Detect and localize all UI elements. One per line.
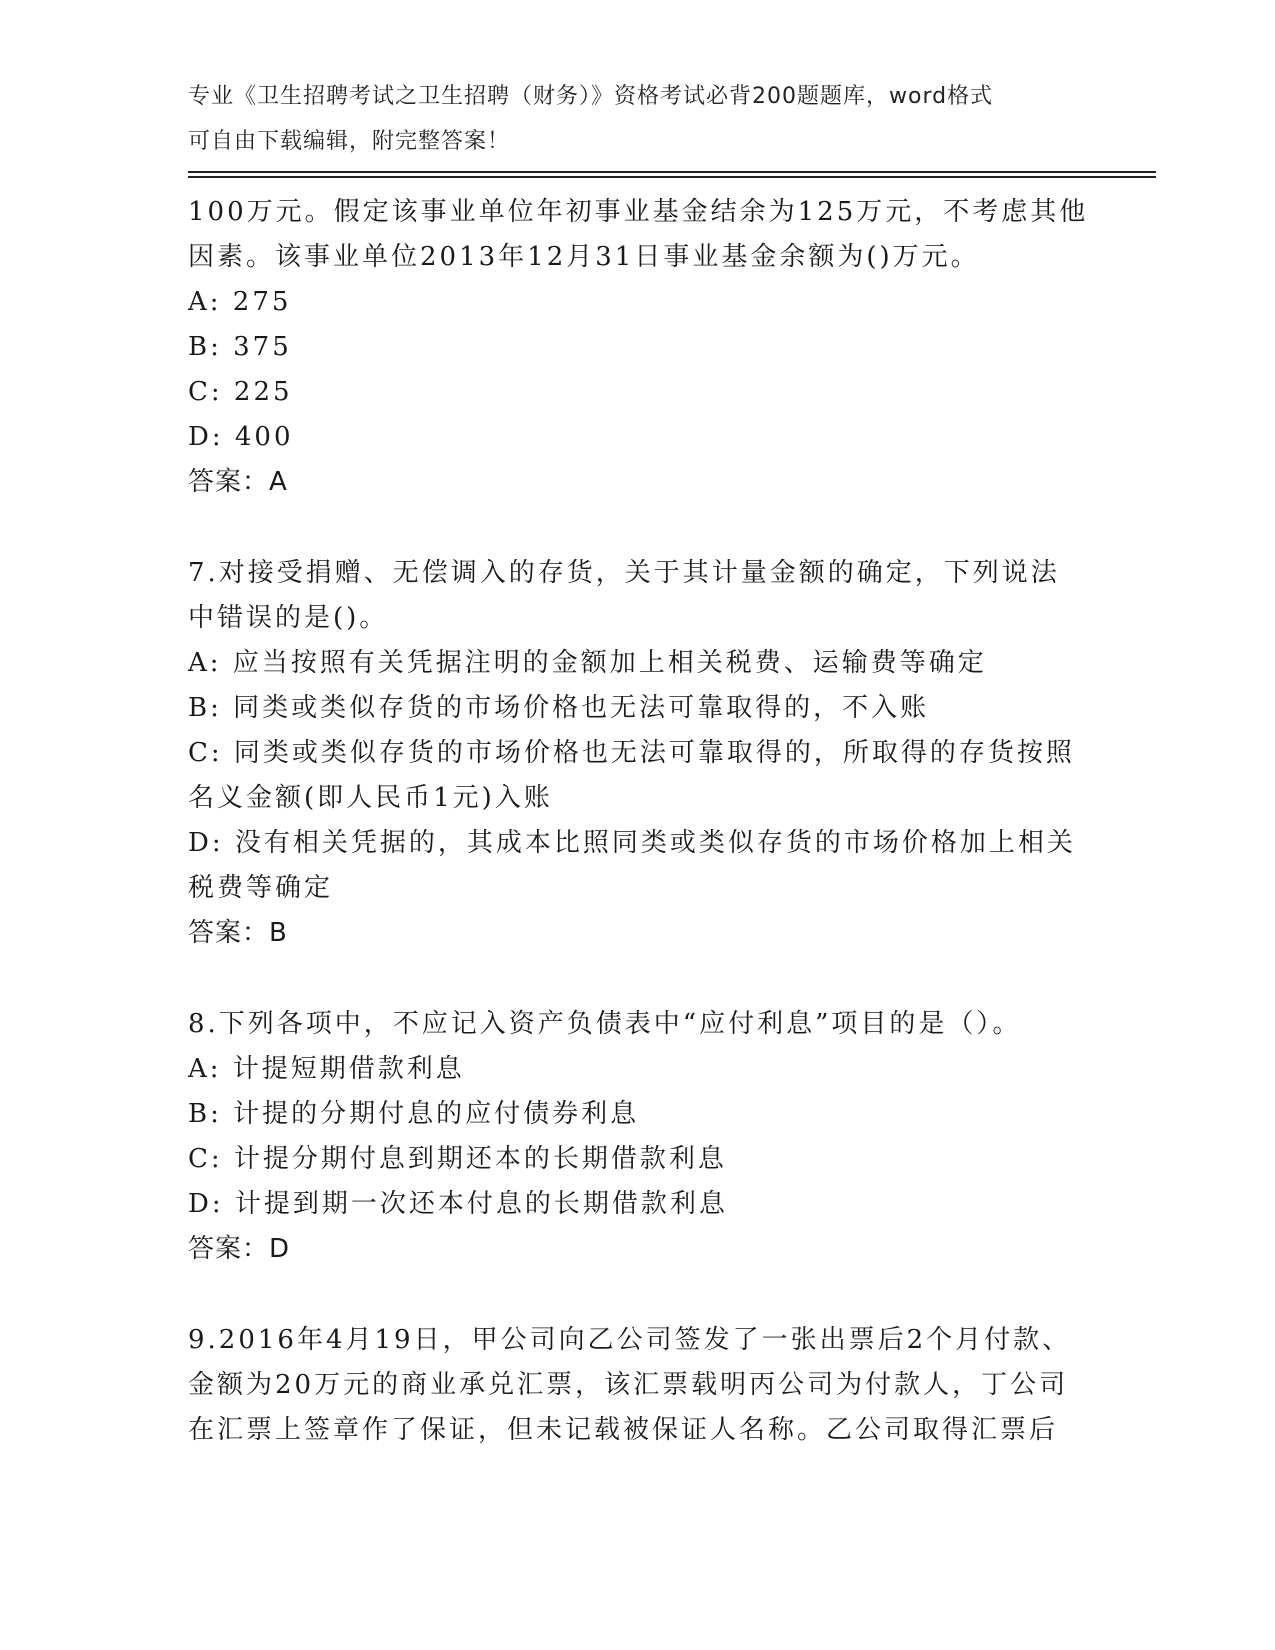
option-b: B: 375 [188,332,292,362]
option-d-continued: 税费等确定 [188,873,334,903]
question-stem-line: 9.2016年4月19日，甲公司向乙公司签发了一张出票后2个月付款、 [188,1325,1072,1355]
question-8 [188,1002,1088,1272]
option-b: B: 计提的分期付息的应付债券利息 [188,1099,640,1129]
question-6 [188,190,1088,505]
question-stem-line: 金额为20万元的商业承兑汇票，该汇票载明丙公司为付款人，丁公司 [188,1370,1069,1400]
option-b: B: 同类或类似存货的市场价格也无法可靠取得的，不入账 [188,693,930,723]
option-c-continued: 名义金额(即人民币1元)入账 [188,783,553,813]
option-d: D: 400 [188,422,294,452]
option-c: C: 225 [188,377,293,407]
option-c: C: 同类或类似存货的市场价格也无法可靠取得的，所取得的存货按照 [188,738,1075,768]
page-header [188,74,1088,164]
answer-label: 答案：D [188,1234,291,1264]
header-divider-top [188,171,1156,173]
question-spacer [188,1272,1088,1318]
option-a: A: 275 [188,287,292,317]
question-spacer [188,956,1088,1002]
question-stem-line: 7.对接受捐赠、无偿调入的存货，关于其计量金额的确定，下列说法 [188,558,1060,588]
answer-label: 答案：A [188,467,288,497]
option-a: A: 应当按照有关凭据注明的金额加上相关税费、运输费等确定 [188,648,987,678]
option-a: A: 计提短期借款利息 [188,1054,465,1084]
question-stem-line: 中错误的是()。 [188,603,389,633]
option-d: D: 没有相关凭据的，其成本比照同类或类似存货的市场价格加上相关 [188,828,1076,858]
header-title-line-1: 专业《卫生招聘考试之卫生招聘（财务）》资格考试必背200题题库，word格式 [188,84,994,109]
question-9 [188,1318,1088,1453]
option-c: C: 计提分期付息到期还本的长期借款利息 [188,1144,727,1174]
question-7 [188,551,1088,956]
question-spacer [188,505,1088,551]
question-stem-line: 100万元。假定该事业单位年初事业基金结余为125万元，不考虑其他 [188,197,1089,227]
answer-label: 答案：B [188,918,288,948]
question-content [188,190,1088,1453]
option-d: D: 计提到期一次还本付息的长期借款利息 [188,1189,728,1219]
question-stem-line: 因素。该事业单位2013年12月31日事业基金余额为()万元。 [188,242,980,272]
question-stem-line: 在汇票上签章作了保证，但未记载被保证人名称。乙公司取得汇票后 [188,1415,1059,1445]
question-stem-line: 8.下列各项中，不应记入资产负债表中“应付利息”项目的是（）。 [188,1009,1022,1039]
header-divider-bottom [188,176,1156,178]
header-title-line-2: 可自由下载编辑，附完整答案！ [188,129,511,154]
